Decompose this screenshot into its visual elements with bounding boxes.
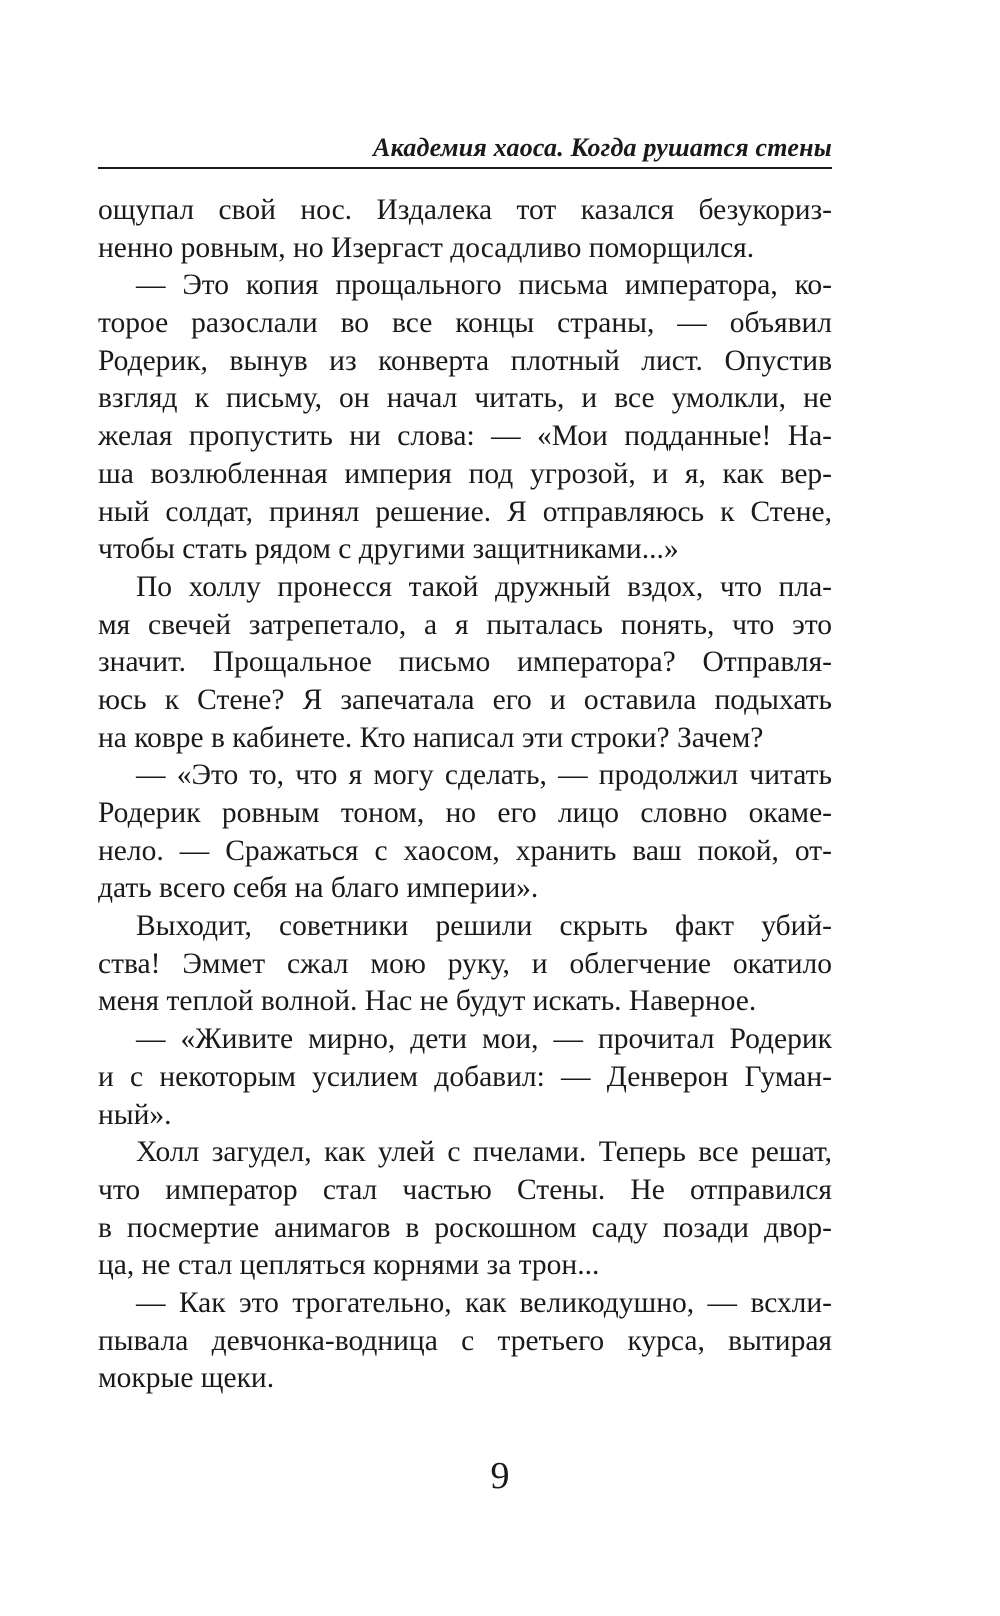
text-line: Холл загудел, как улей с пчелами. Теперь все решат, [136,1136,832,1169]
text-line: ный». [98,1098,172,1131]
text-line: — Как это трогательно, как великодушно, — всхли- [136,1286,832,1319]
text-line: дать всего себя на благо империи». [98,872,539,905]
text-line: торое разослали во все концы страны, — объявил [98,307,832,340]
text-line: — Это копия прощального письма императора, ко- [136,269,832,302]
text-line: Родерик ровным тоном, но его лицо словно окаме- [98,797,832,829]
header-rule [98,167,832,169]
text-line: Выходит, советники решили скрыть факт убий- [136,910,832,943]
text-line: в посмертие анимагов в роскошном саду позади двор- [98,1211,832,1244]
text-line: что император стал частью Стены. Не отправился [98,1173,832,1206]
text-line: ный солдат, принял решение. Я отправляюсь к Стене, [98,495,832,528]
text-line: ша возлюбленная империя под угрозой, и я, как вер- [98,457,832,490]
text-line: на ковре в кабинете. Кто написал эти строки? Зачем? [98,721,764,754]
page-number: 9 [490,1455,510,1497]
body-text [98,192,832,1398]
text-line: ства! Эммет сжал мою руку, и облегчение окатило [98,947,832,980]
text-line: юсь к Стене? Я запечатала его и оставила подыхать [98,683,832,716]
text-line: ощупал свой нос. Издалека тот казался безукориз- [98,194,832,226]
text-line: пывала девчонка-водница с третьего курса, вытирая [98,1324,832,1357]
text-line: Родерик, вынув из конверта плотный лист. Опустив [98,344,832,377]
text-line: нело. — Сражаться с хаосом, хранить ваш покой, от- [98,834,832,867]
text-line: желая пропустить ни слова: — «Мои подданные! На- [98,420,832,453]
text-line: По холлу пронесся такой дружный вздох, что пла- [136,570,832,603]
text-line: — «Это то, что я могу сделать, — продолжил читать [136,759,832,792]
text-line: и с некоторым усилием добавил: — Денверон Гуман- [98,1060,832,1093]
text-line: взгляд к письму, он начал читать, и все умолкли, не [98,382,832,415]
text-line: чтобы стать рядом с другими защитниками...» [98,533,679,566]
running-head: Академия хаоса. Когда рушатся стены [373,133,832,162]
text-line: мокрые щеки. [98,1362,275,1395]
text-line: — «Живите мирно, дети мои, — прочитал Родерик [136,1023,832,1056]
text-line: значит. Прощальное письмо императора? Отправля- [98,646,832,679]
text-line: меня теплой волной. Нас не будут искать. Наверное. [98,985,757,1018]
text-line: мя свечей затрепетало, а я пыталась понять, что это [98,608,832,641]
text-line: ненно ровным, но Изергаст досадливо поморщился. [98,231,755,264]
text-line: ца, не стал цепляться корнями за трон... [98,1249,600,1282]
